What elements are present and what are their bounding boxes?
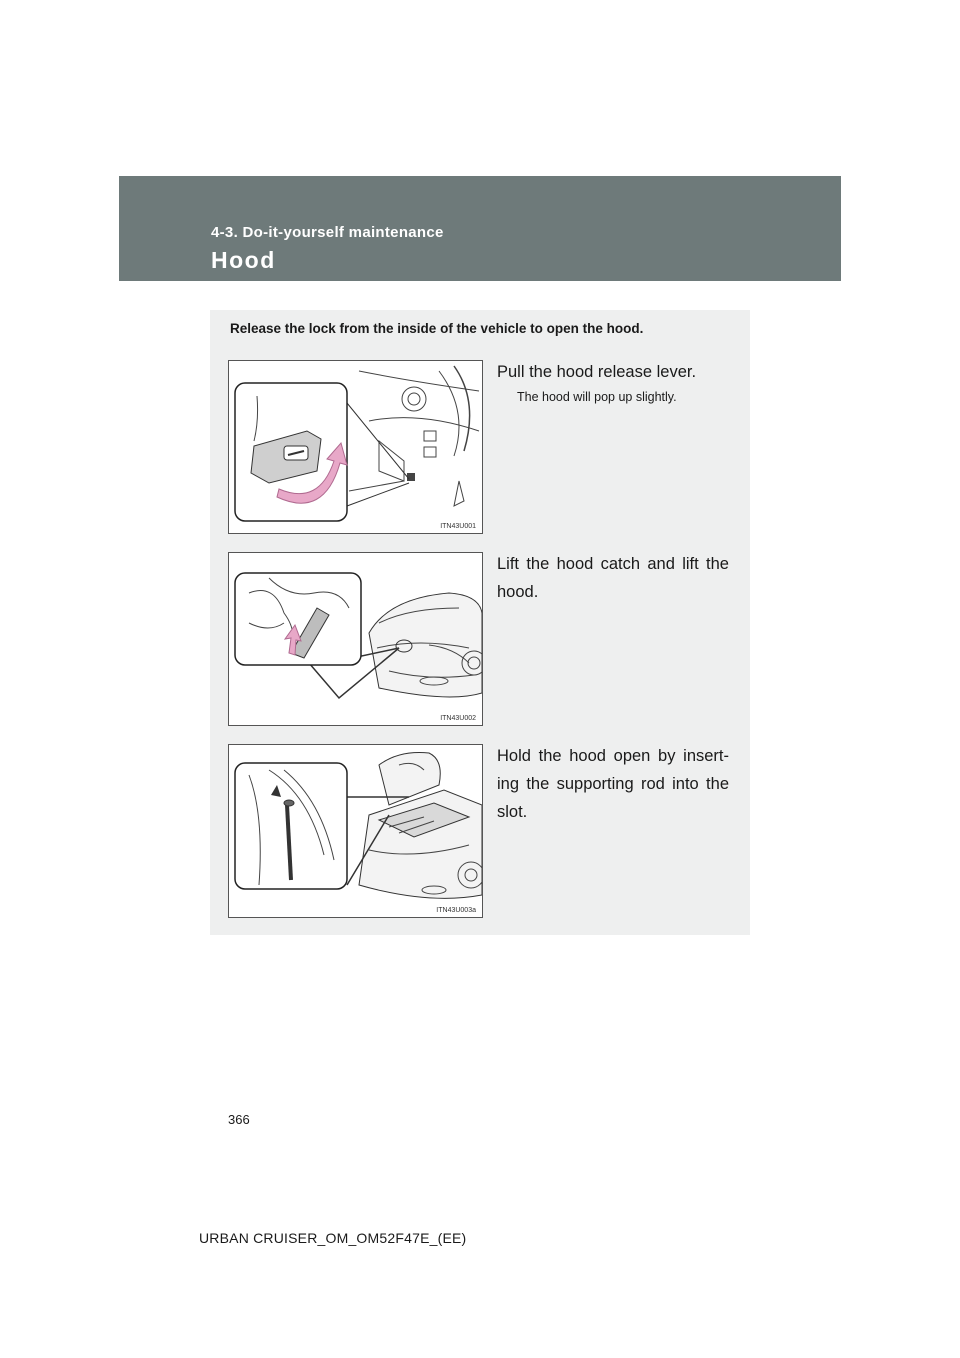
figure-hood-release-lever (228, 360, 483, 534)
figure-support-rod (228, 744, 483, 918)
figure-code: ITN43U002 (440, 715, 476, 722)
intro-text: Release the lock from the inside of the vehicle to open the hood. (230, 321, 644, 336)
figure-hood-catch (228, 552, 483, 726)
figure-code: ITN43U003a (436, 907, 476, 914)
step-2-text: Lift the hood catch and lift the hood. (497, 555, 729, 601)
footer-doc-code: URBAN CRUISER_OM_OM52F47E_(EE) (199, 1230, 467, 1246)
content-box (210, 310, 750, 935)
section-label: 4-3. Do-it-yourself maintenance (211, 224, 444, 241)
header-band (119, 176, 841, 281)
step-1-note: The hood will pop up slightly. (517, 390, 677, 404)
page-title: Hood (211, 247, 276, 273)
step-3-text: Hold the hood open by insert-ing the supporting rod into the slot. (497, 747, 729, 821)
page-number: 366 (228, 1112, 250, 1127)
figure-code: ITN43U001 (440, 523, 476, 530)
step-1-text: Pull the hood release lever. (497, 363, 697, 381)
